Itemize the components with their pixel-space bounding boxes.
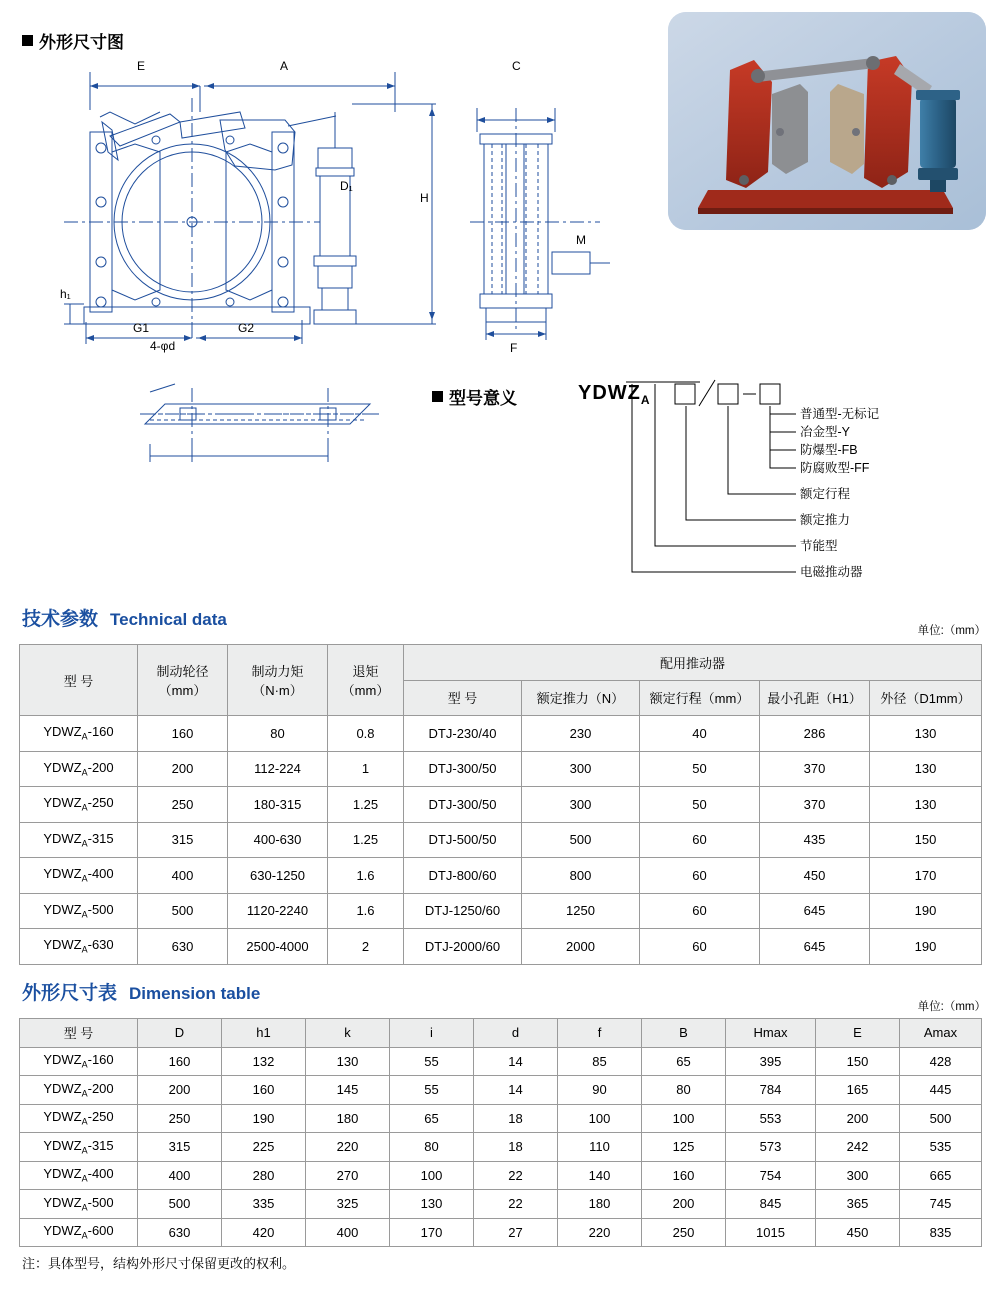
dim-th-8: Hmax	[726, 1019, 816, 1048]
cell-pusher-model: DTJ-300/50	[404, 751, 522, 787]
table-row	[20, 716, 982, 752]
cell-model: $YDWZ_A-315$	[20, 822, 138, 858]
cell-d: 14	[474, 1047, 558, 1076]
cell-backlash: 0.8	[328, 716, 404, 752]
cell-d: 14	[474, 1076, 558, 1105]
dim-th-2: h1	[222, 1019, 306, 1048]
table-row	[20, 1161, 982, 1190]
cell-i: 80	[390, 1133, 474, 1162]
cell-wheel-diameter: 200	[138, 751, 228, 787]
bullet-square-icon	[22, 35, 33, 46]
th-rated-thrust: 额定推力（N）	[522, 680, 640, 716]
cell-outer-diameter: 130	[870, 787, 982, 823]
dimension-table-unit: 单位:（mm）	[917, 1001, 986, 1013]
cell-backlash: 1	[328, 751, 404, 787]
svg-text:G2: G2	[238, 321, 255, 335]
cell-Amax: 428	[900, 1047, 982, 1076]
technical-data-unit: 单位:（mm）	[917, 625, 986, 637]
cell-Hmax: 395	[726, 1047, 816, 1076]
outline-drawing-heading	[22, 28, 124, 53]
bullet-square-icon-2	[432, 391, 443, 402]
cell-outer-diameter: 130	[870, 751, 982, 787]
cell-B: 125	[642, 1133, 726, 1162]
cell-braking-torque: 1120-2240	[228, 893, 328, 929]
product-photo	[668, 12, 986, 230]
footnote: 注：具体型号，结构外形尺寸保留更改的权利。	[22, 1256, 296, 1271]
cell-B: 80	[642, 1076, 726, 1105]
svg-text:D₁: D₁	[340, 179, 353, 193]
cell-model: $YDWZ_A-200$	[20, 1076, 138, 1105]
table-row	[20, 787, 982, 823]
cell-wheel-diameter: 630	[138, 929, 228, 965]
dimension-table-body	[20, 1047, 982, 1247]
cell-braking-torque: 400-630	[228, 822, 328, 858]
th-rated-stroke: 额定行程（mm）	[640, 680, 760, 716]
dimension-table-heading	[22, 978, 260, 1005]
technical-data-title-en: Technical data	[110, 610, 227, 629]
cell-k: 270	[306, 1161, 390, 1190]
svg-text:F: F	[510, 341, 518, 355]
cell-pusher-model: DTJ-800/60	[404, 858, 522, 894]
table-row	[20, 893, 982, 929]
cell-pusher-model: DTJ-500/50	[404, 822, 522, 858]
cell-model: $YDWZ_A-600$	[20, 1218, 138, 1247]
legend-6: 节能型	[800, 539, 838, 553]
cell-wheel-diameter: 315	[138, 822, 228, 858]
cell-backlash: 1.6	[328, 893, 404, 929]
cell-rated-thrust: 2000	[522, 929, 640, 965]
cell-Hmax: 1015	[726, 1218, 816, 1247]
technical-data-body	[20, 716, 982, 965]
dim-th-6: f	[558, 1019, 642, 1048]
cell-D: 400	[138, 1161, 222, 1190]
cell-Hmax: 784	[726, 1076, 816, 1105]
cell-rated-stroke: 60	[640, 822, 760, 858]
th-min-hole-distance: 最小孔距（H1）	[760, 680, 870, 716]
model-meaning-heading	[432, 384, 517, 409]
th-outer-diameter: 外径（D1mm）	[870, 680, 982, 716]
legend-2: 防爆型-FB	[800, 443, 858, 457]
cell-f: 220	[558, 1218, 642, 1247]
outline-drawing-title: 外形尺寸图	[39, 33, 124, 52]
cell-h1: 160	[222, 1076, 306, 1105]
cell-D: 630	[138, 1218, 222, 1247]
table-row	[20, 929, 982, 965]
cell-braking-torque: 180-315	[228, 787, 328, 823]
dimension-table-title-en: Dimension table	[129, 984, 261, 1003]
cell-model: $YDWZ_A-200$	[20, 751, 138, 787]
cell-min-hole-distance: 435	[760, 822, 870, 858]
dim-th-10: Amax	[900, 1019, 982, 1048]
cell-Hmax: 573	[726, 1133, 816, 1162]
cell-Amax: 665	[900, 1161, 982, 1190]
cell-f: 100	[558, 1104, 642, 1133]
cell-min-hole-distance: 645	[760, 929, 870, 965]
cell-model: $YDWZ_A-160$	[20, 1047, 138, 1076]
technical-data-title-cn: 技术参数	[22, 609, 99, 630]
cell-i: 130	[390, 1190, 474, 1219]
dimension-table-title-cn: 外形尺寸表	[22, 983, 118, 1004]
cell-Hmax: 553	[726, 1104, 816, 1133]
cell-E: 450	[816, 1218, 900, 1247]
cell-i: 65	[390, 1104, 474, 1133]
cell-rated-stroke: 60	[640, 893, 760, 929]
cell-rated-stroke: 40	[640, 716, 760, 752]
cell-B: 100	[642, 1104, 726, 1133]
cell-min-hole-distance: 370	[760, 751, 870, 787]
cell-d: 18	[474, 1104, 558, 1133]
svg-text:H: H	[420, 191, 429, 205]
th-pusher-model: 型 号	[404, 680, 522, 716]
cell-rated-stroke: 50	[640, 787, 760, 823]
cell-Hmax: 754	[726, 1161, 816, 1190]
cell-Amax: 445	[900, 1076, 982, 1105]
cell-outer-diameter: 130	[870, 716, 982, 752]
cell-f: 180	[558, 1190, 642, 1219]
cell-model: $YDWZ_A-250$	[20, 787, 138, 823]
cell-wheel-diameter: 400	[138, 858, 228, 894]
cell-pusher-model: DTJ-300/50	[404, 787, 522, 823]
cell-B: 200	[642, 1190, 726, 1219]
cell-pusher-model: DTJ-1250/60	[404, 893, 522, 929]
cell-B: 160	[642, 1161, 726, 1190]
model-breakdown-diagram	[560, 374, 990, 594]
cell-model: $YDWZ_A-250$	[20, 1104, 138, 1133]
cell-model: $YDWZ_A-160$	[20, 716, 138, 752]
cell-h1: 335	[222, 1190, 306, 1219]
cell-backlash: 1.6	[328, 858, 404, 894]
cell-rated-thrust: 300	[522, 751, 640, 787]
cell-E: 200	[816, 1104, 900, 1133]
legend-4: 额定行程	[800, 487, 851, 501]
cell-D: 500	[138, 1190, 222, 1219]
cell-outer-diameter: 190	[870, 893, 982, 929]
cell-B: 65	[642, 1047, 726, 1076]
cell-min-hole-distance: 450	[760, 858, 870, 894]
cell-min-hole-distance: 370	[760, 787, 870, 823]
table-row	[20, 1047, 982, 1076]
cell-D: 200	[138, 1076, 222, 1105]
cell-i: 55	[390, 1076, 474, 1105]
cell-f: 140	[558, 1161, 642, 1190]
dimension-header-row	[20, 1019, 982, 1048]
cell-outer-diameter: 150	[870, 822, 982, 858]
table-row	[20, 858, 982, 894]
svg-text:4-φd: 4-φd	[150, 339, 176, 353]
cell-f: 110	[558, 1133, 642, 1162]
cell-rated-stroke: 60	[640, 858, 760, 894]
svg-text:G1: G1	[133, 321, 150, 335]
cell-model: $YDWZ_A-500$	[20, 1190, 138, 1219]
cell-rated-thrust: 1250	[522, 893, 640, 929]
th-model: 型 号	[20, 645, 138, 716]
dim-th-1: D	[138, 1019, 222, 1048]
cell-rated-thrust: 230	[522, 716, 640, 752]
cell-Amax: 535	[900, 1133, 982, 1162]
svg-text:C: C	[512, 59, 521, 73]
cell-pusher-model: DTJ-2000/60	[404, 929, 522, 965]
cell-E: 242	[816, 1133, 900, 1162]
dim-th-3: k	[306, 1019, 390, 1048]
cell-backlash: 1.25	[328, 822, 404, 858]
cell-D: 315	[138, 1133, 222, 1162]
cell-h1: 132	[222, 1047, 306, 1076]
cell-k: 180	[306, 1104, 390, 1133]
cell-k: 130	[306, 1047, 390, 1076]
table-row	[20, 1076, 982, 1105]
cell-B: 250	[642, 1218, 726, 1247]
th-backlash: 退矩 （mm）	[328, 645, 404, 716]
cell-Hmax: 845	[726, 1190, 816, 1219]
table-row	[20, 1104, 982, 1133]
cell-min-hole-distance: 645	[760, 893, 870, 929]
cell-k: 325	[306, 1190, 390, 1219]
cell-E: 300	[816, 1161, 900, 1190]
cell-i: 55	[390, 1047, 474, 1076]
cell-d: 27	[474, 1218, 558, 1247]
cell-d: 22	[474, 1190, 558, 1219]
cell-rated-stroke: 50	[640, 751, 760, 787]
dim-th-7: B	[642, 1019, 726, 1048]
cell-f: 90	[558, 1076, 642, 1105]
model-meaning-title: 型号意义	[449, 389, 517, 408]
cell-model: $YDWZ_A-400$	[20, 858, 138, 894]
cell-f: 85	[558, 1047, 642, 1076]
cell-E: 150	[816, 1047, 900, 1076]
cell-D: 250	[138, 1104, 222, 1133]
dim-th-0: 型 号	[20, 1019, 138, 1048]
cell-wheel-diameter: 500	[138, 893, 228, 929]
legend-7: 电磁推动器	[800, 565, 863, 579]
table-row	[20, 1133, 982, 1162]
cell-pusher-model: DTJ-230/40	[404, 716, 522, 752]
svg-text:E: E	[137, 59, 146, 73]
table-header-row-1	[20, 645, 982, 681]
cell-min-hole-distance: 286	[760, 716, 870, 752]
cell-d: 18	[474, 1133, 558, 1162]
th-wheel-diameter: 制动轮径 （mm）	[138, 645, 228, 716]
cell-Amax: 500	[900, 1104, 982, 1133]
cell-h1: 420	[222, 1218, 306, 1247]
cell-braking-torque: 630-1250	[228, 858, 328, 894]
svg-text:M: M	[576, 233, 586, 247]
dim-th-4: i	[390, 1019, 474, 1048]
cell-wheel-diameter: 250	[138, 787, 228, 823]
cell-rated-thrust: 800	[522, 858, 640, 894]
cell-outer-diameter: 190	[870, 929, 982, 965]
legend-5: 额定推力	[800, 513, 851, 527]
model-code-text: $YDWZ_A$	[578, 382, 651, 407]
cell-braking-torque: 80	[228, 716, 328, 752]
cell-D: 160	[138, 1047, 222, 1076]
legend-0: 普通型-无标记	[800, 407, 880, 421]
table-row	[20, 822, 982, 858]
svg-text:A: A	[280, 59, 289, 73]
table-row	[20, 1190, 982, 1219]
cell-k: 145	[306, 1076, 390, 1105]
cell-model: $YDWZ_A-630$	[20, 929, 138, 965]
technical-data-table	[19, 644, 982, 965]
cell-braking-torque: 112-224	[228, 751, 328, 787]
cell-model: $YDWZ_A-400$	[20, 1161, 138, 1190]
legend-1: 冶金型-Y	[800, 425, 851, 439]
cell-Amax: 745	[900, 1190, 982, 1219]
cell-Amax: 835	[900, 1218, 982, 1247]
table-row	[20, 1218, 982, 1247]
technical-data-heading	[22, 604, 227, 631]
th-braking-torque: 制动力矩 （N·m）	[228, 645, 328, 716]
table-row	[20, 751, 982, 787]
dimension-table	[19, 1018, 982, 1247]
cell-h1: 190	[222, 1104, 306, 1133]
cell-model: $YDWZ_A-500$	[20, 893, 138, 929]
cell-wheel-diameter: 160	[138, 716, 228, 752]
cell-i: 100	[390, 1161, 474, 1190]
cell-rated-thrust: 300	[522, 787, 640, 823]
svg-text:h₁: h₁	[60, 287, 71, 301]
cell-rated-thrust: 500	[522, 822, 640, 858]
th-pusher-group: 配用推动器	[404, 645, 982, 681]
cell-k: 220	[306, 1133, 390, 1162]
cell-E: 165	[816, 1076, 900, 1105]
cell-i: 170	[390, 1218, 474, 1247]
cell-backlash: 2	[328, 929, 404, 965]
cell-k: 400	[306, 1218, 390, 1247]
dim-th-9: E	[816, 1019, 900, 1048]
cell-d: 22	[474, 1161, 558, 1190]
cell-h1: 280	[222, 1161, 306, 1190]
cell-E: 365	[816, 1190, 900, 1219]
dim-th-5: d	[474, 1019, 558, 1048]
cell-backlash: 1.25	[328, 787, 404, 823]
cell-braking-torque: 2500-4000	[228, 929, 328, 965]
cell-h1: 225	[222, 1133, 306, 1162]
cell-outer-diameter: 170	[870, 858, 982, 894]
cell-model: $YDWZ_A-315$	[20, 1133, 138, 1162]
cell-rated-stroke: 60	[640, 929, 760, 965]
legend-3: 防腐败型-FF	[800, 461, 870, 475]
